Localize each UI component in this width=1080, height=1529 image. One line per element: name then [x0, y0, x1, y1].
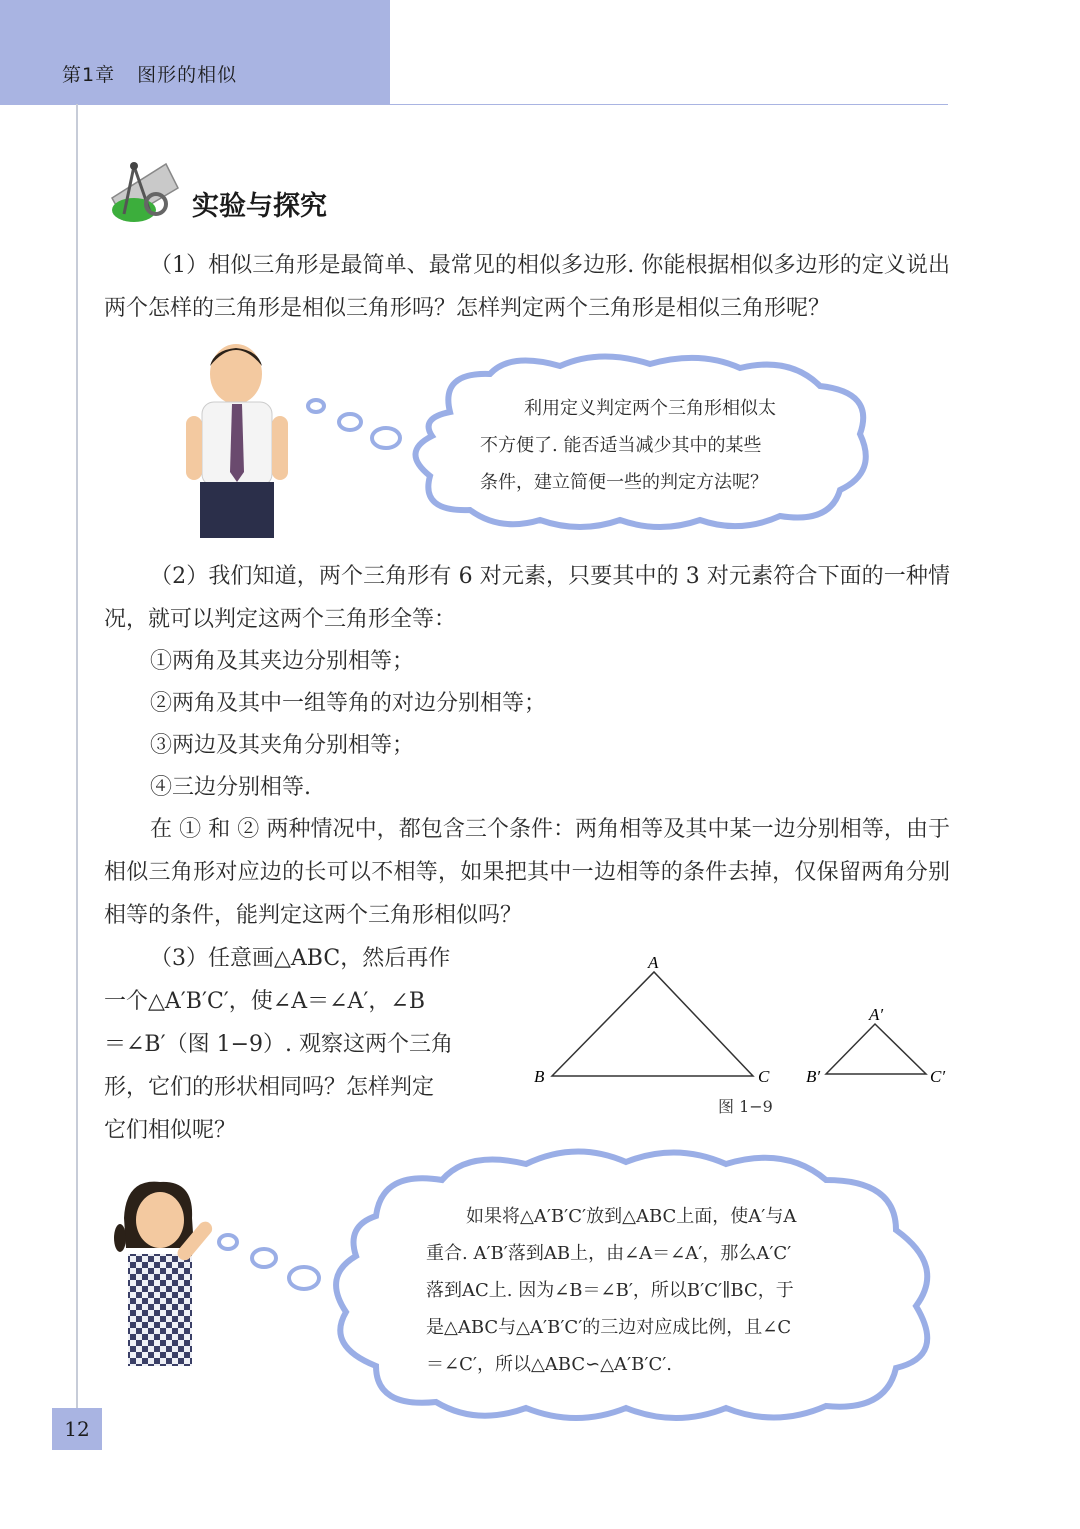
condition-item: ③两边及其夹角分别相等；: [150, 733, 415, 758]
vertex-label-a-prime: A′: [869, 1005, 884, 1024]
chapter-header-band: [0, 0, 390, 104]
bubble-2-line: 是△ABC与△A′B′C′的三边对应成比例，且∠C: [426, 1317, 792, 1338]
q3-line: 形，它们的形状相同吗？怎样判定: [104, 1075, 435, 1100]
figure-1-9: [520, 940, 960, 1095]
bubble-1-line: 利用定义判定两个三角形相似太: [524, 398, 776, 419]
boy-illustration: [178, 340, 298, 540]
chapter-title: 图形的相似: [137, 64, 238, 86]
question-2: （2）我们知道，两个三角形有 6 对元素，只要其中的 3 对元素符合下面的一种情况，就可以判定这两个三角形全等：: [104, 564, 950, 632]
page-number: 12: [52, 1408, 102, 1450]
question-3: [104, 937, 492, 1152]
vertex-label-b-prime: B′: [806, 1067, 821, 1086]
bubble-1-line: 不方便了. 能否适当减少其中的某些: [480, 435, 762, 456]
vertex-label-c-prime: C′: [930, 1067, 946, 1086]
vertex-label-b: B: [534, 1067, 545, 1086]
figure-caption: 图 1−9: [718, 1097, 773, 1116]
chapter-number: 第1章: [62, 64, 116, 86]
vertex-label-a: A: [648, 953, 659, 972]
bubble-1-text: [480, 390, 776, 501]
chapter-header: [62, 60, 259, 87]
bubble-2-line: 落到AC上. 因为∠B＝∠B′，所以B′C′∥BC，于: [426, 1280, 794, 1301]
condition-item: ①两角及其夹边分别相等；: [150, 649, 415, 674]
bubble-2-line: 如果将△A′B′C′放到△ABC上面，使A′与A: [466, 1206, 797, 1227]
bubble-2-line: 重合. A′B′落到AB上，由∠A＝∠A′，那么A′C′: [426, 1243, 792, 1264]
margin-rule: [76, 104, 78, 1409]
question-1: （1）相似三角形是最简单、最常见的相似多边形. 你能根据相似多边形的定义说出两个怎样的三角形是相似三角形吗？怎样判定两个三角形是相似三角形呢？: [104, 253, 950, 321]
bubble-1-line: 条件，建立简便一些的判定方法呢？: [480, 472, 768, 493]
discussion-paragraph: 在 ① 和 ② 两种情况中，都包含三个条件：两角相等及其中某一边分别相等，由于相似三角形对应边的长可以不相等，如果把其中一边相等的条件去掉，仅保留两角分别相等的条件，能判定这两个三角形相似吗？: [104, 817, 950, 928]
vertex-label-c: C: [758, 1067, 770, 1086]
q3-line: 它们相似呢？: [104, 1118, 237, 1143]
bubble-2-text: [426, 1198, 796, 1383]
triangle-abc: [552, 972, 753, 1076]
condition-item: ②两角及其中一组等角的对边分别相等；: [150, 691, 547, 716]
bubble-2-line: ＝∠C′，所以△ABC∽△A′B′C′.: [426, 1354, 673, 1375]
girl-illustration: [106, 1178, 216, 1373]
q3-line: 一个△A′B′C′，使∠A＝∠A′，∠B: [104, 989, 426, 1014]
section-title: 实验与探究: [192, 191, 327, 222]
condition-item: ④三边分别相等.: [150, 775, 311, 800]
q3-line: ＝∠B′（图 1−9）. 观察这两个三角: [104, 1032, 454, 1057]
triangle-a-prime-b-prime-c-prime: [826, 1024, 926, 1074]
q3-line: （3）任意画△ABC，然后再作: [150, 946, 451, 971]
compass-ruler-icon: [104, 158, 184, 230]
header-rule: [0, 104, 948, 105]
